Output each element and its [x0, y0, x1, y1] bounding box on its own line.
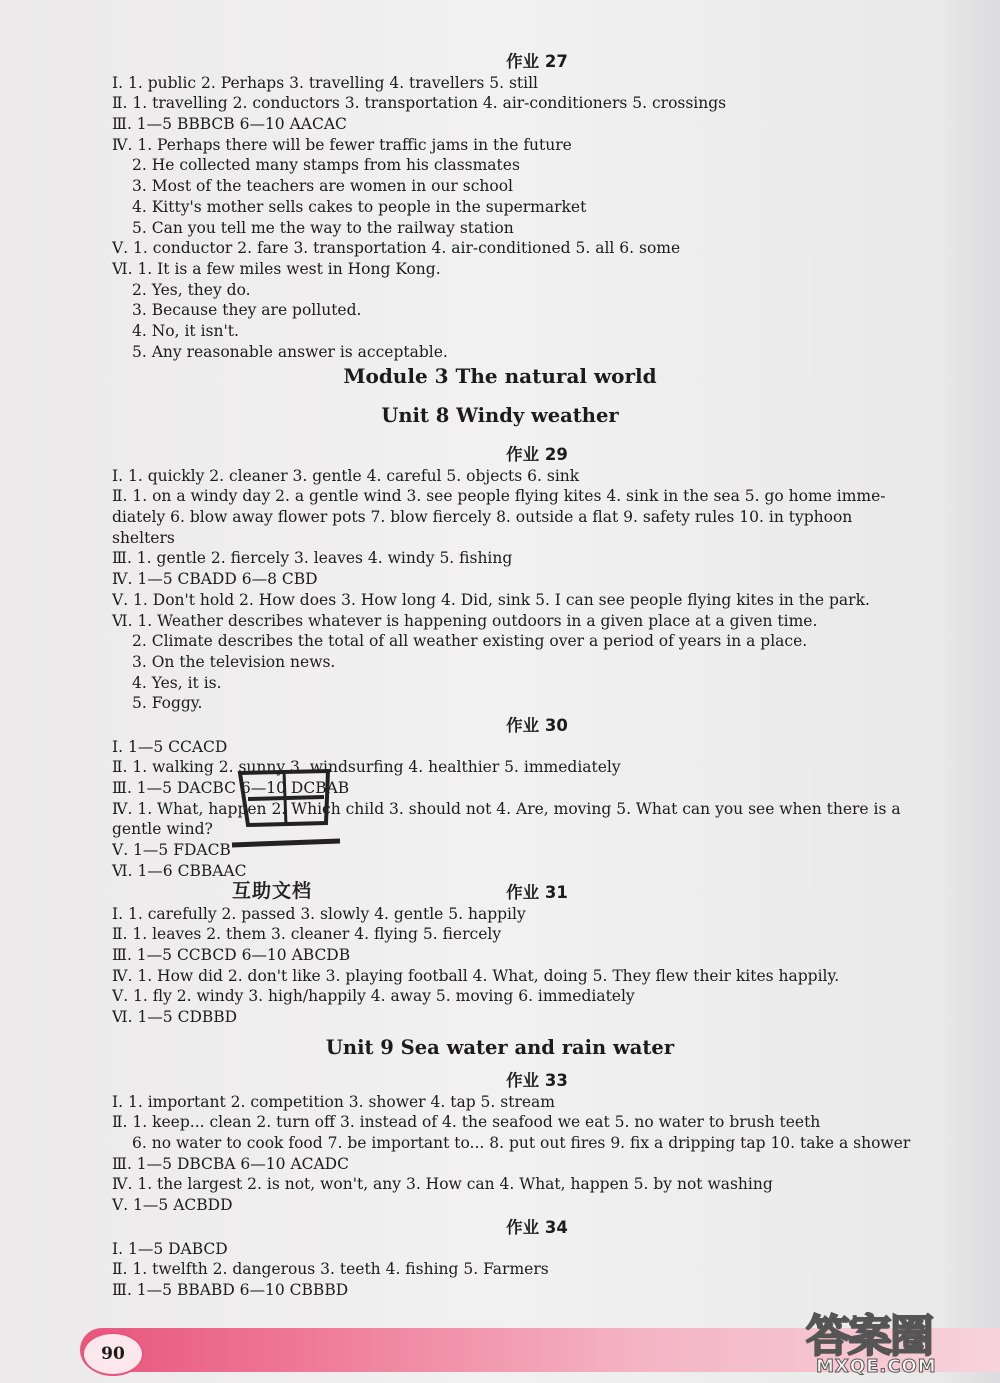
answer-line: Ⅰ. 1—5 CCACD [112, 737, 228, 756]
watermark-stamp-graphic [228, 763, 348, 873]
answer-line: Ⅲ. 1—5 DBCBA 6—10 ACADC [112, 1154, 349, 1173]
module-title: Module 3 The natural world [343, 364, 657, 388]
answer-line: Ⅲ. 1. gentle 2. fiercely 3. leaves 4. windy 5. fishing [112, 549, 513, 568]
homework-27 [112, 52, 962, 362]
answer-line: Ⅵ. 1. It is a few miles west in Hong Kong. [112, 259, 441, 278]
watermark-url: MXQE.COM [816, 1356, 937, 1377]
answer-line: Ⅴ. 1—5 ACBDD [112, 1196, 233, 1215]
homework-33-title: 作业 33 [506, 1071, 568, 1090]
answer-line: Ⅰ. 1—5 DABCD [112, 1239, 228, 1258]
answer-line: Ⅱ. 1. on a windy day 2. a gentle wind 3. see people flying kites 4. sink in the sea 5. go home imme- [112, 487, 886, 506]
homework-27-title: 作业 27 [506, 52, 568, 71]
homework-34-title: 作业 34 [506, 1218, 568, 1237]
answer-line: Ⅴ. 1. Don't hold 2. How does 3. How long 4. Did, sink 5. I can see people flying kites in the park. [112, 590, 870, 609]
homework-33 [112, 1071, 962, 1216]
site-watermark [806, 1300, 991, 1380]
answer-line: 2. Yes, they do. [132, 280, 251, 299]
answer-line: Ⅵ. 1—5 CDBBD [112, 1008, 238, 1027]
answer-line: 4. Yes, it is. [132, 673, 222, 692]
stamp-text: 互助文档 [232, 880, 313, 902]
unit-8-title: Unit 8 Windy weather [381, 404, 619, 427]
answer-line: Ⅵ. 1—6 CBBAAC [112, 861, 247, 880]
homework-29-title: 作业 29 [506, 445, 568, 464]
answer-line: Ⅳ. 1. Perhaps there will be fewer traffic jams in the future [112, 135, 572, 154]
homework-34 [112, 1218, 962, 1301]
homework-31-title: 作业 31 [506, 883, 568, 902]
answer-line: Ⅴ. 1. conductor 2. fare 3. transportation 4. air-conditioned 5. all 6. some [112, 239, 681, 258]
answer-line: 5. Can you tell me the way to the railway station [132, 218, 514, 237]
answer-line: Ⅰ. 1. carefully 2. passed 3. slowly 4. gentle 5. happily [112, 904, 526, 923]
answer-line: Ⅰ. 1. public 2. Perhaps 3. travelling 4. travellers 5. still [112, 73, 539, 92]
answer-line: Ⅱ. 1. keep... clean 2. turn off 3. instead of 4. the seafood we eat 5. no water to brush teeth [112, 1113, 821, 1132]
answer-line: Ⅲ. 1—5 DACBC 6—10 DCBAB [112, 779, 350, 798]
answer-line: 2. He collected many stamps from his classmates [132, 156, 520, 175]
homework-31 [112, 883, 962, 1028]
answer-line: Ⅱ. 1. walking 2. sunny 3. windsurfing 4. healthier 5. immediately [112, 758, 621, 777]
answer-line: Ⅳ. 1—5 CBADD 6—8 CBD [112, 570, 318, 589]
answer-line: 3. Most of the teachers are women in our school [132, 177, 513, 196]
homework-30-title: 作业 30 [506, 716, 568, 735]
answer-line: Ⅴ. 1—5 FDACB [112, 841, 231, 860]
answer-line: Ⅵ. 1. Weather describes whatever is happening outdoors in a given place at a given time. [112, 611, 818, 630]
answer-line: 3. Because they are polluted. [132, 301, 362, 320]
answer-line: Ⅲ. 1—5 BBABD 6—10 CBBBD [112, 1281, 349, 1300]
answer-line: Ⅱ. 1. leaves 2. them 3. cleaner 4. flying 5. fiercely [112, 925, 502, 944]
answer-line: Ⅲ. 1—5 CCBCD 6—10 ABCDB [112, 946, 351, 965]
answer-line: Ⅰ. 1. quickly 2. cleaner 3. gentle 4. careful 5. objects 6. sink [112, 466, 580, 485]
page-number: 90 [82, 1332, 144, 1376]
answer-line: gentle wind? [112, 820, 213, 839]
answer-line: Ⅳ. 1. the largest 2. is not, won't, any 3. How can 4. What, happen 5. by not washing [112, 1175, 773, 1194]
answer-line: 5. Any reasonable answer is acceptable. [132, 342, 448, 361]
answer-line: Ⅴ. 1. fly 2. windy 3. high/happily 4. away 5. moving 6. immediately [112, 987, 635, 1006]
answer-line: diately 6. blow away flower pots 7. blow fiercely 8. outside a flat 9. safety rules 10. in typhoon [112, 508, 853, 527]
watermark-logo: 答案圈 [806, 1311, 932, 1362]
answer-line: 5. Foggy. [132, 694, 203, 713]
answer-line: 4. Kitty's mother sells cakes to people in the supermarket [132, 197, 587, 216]
answer-line: shelters [112, 528, 175, 547]
answer-line: 4. No, it isn't. [132, 321, 239, 340]
answer-line: 6. no water to cook food 7. be important to... 8. put out fires 9. fix a dripping tap 10. take a shower [132, 1134, 911, 1153]
answer-line: Ⅲ. 1—5 BBBCB 6—10 AACAC [112, 115, 347, 134]
answer-line: 3. On the television news. [132, 652, 336, 671]
answer-line: 2. Climate describes the total of all weather existing over a period of years in a place. [132, 632, 808, 651]
answer-line: Ⅰ. 1. important 2. competition 3. shower 4. tap 5. stream [112, 1092, 555, 1111]
homework-29 [112, 445, 962, 714]
unit-9-title: Unit 9 Sea water and rain water [325, 1036, 675, 1059]
answer-line: Ⅱ. 1. twelfth 2. dangerous 3. teeth 4. fishing 5. Farmers [112, 1260, 549, 1279]
answer-line: Ⅱ. 1. travelling 2. conductors 3. transportation 4. air-conditioners 5. crossings [112, 94, 727, 113]
answer-line: Ⅳ. 1. What, happen 2. Which child 3. should not 4. Are, moving 5. What can you see when there is a [112, 799, 901, 818]
answer-line: Ⅳ. 1. How did 2. don't like 3. playing football 4. What, doing 5. They flew their kites happily. [112, 966, 840, 985]
